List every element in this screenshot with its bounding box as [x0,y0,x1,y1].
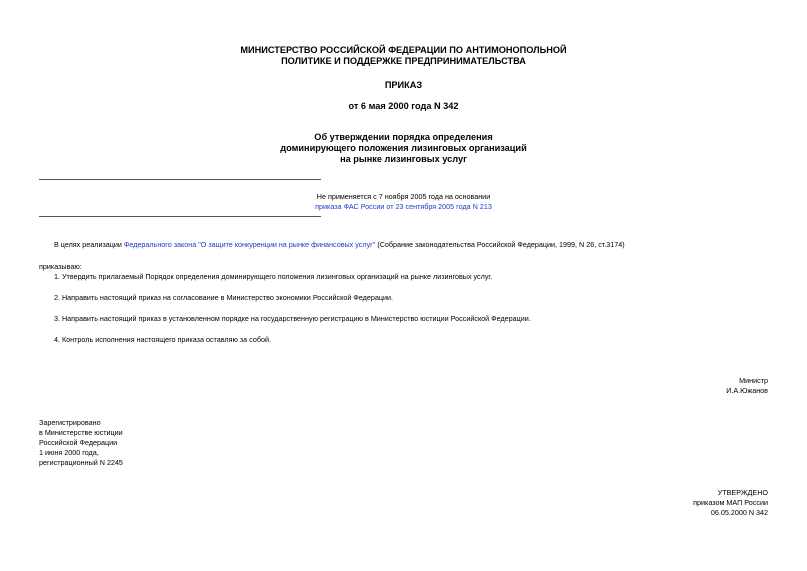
document-type: ПРИКАЗ [384,80,423,90]
document-title-line3: на рынке лизинговых услуг [340,154,467,164]
preamble: В целях реализации Федерального закона "О защите конкуренции на рынке финансовых услуг" (Собрание законодательства Российской Федерации, 1999, N 26, ст.3174) [54,240,625,249]
document-date: от 6 мая 2000 года N 342 [348,101,459,111]
registration-line3: Российской Федерации [39,438,118,447]
order-item-4: 4. Контроль исполнения настоящего приказа оставляю за собой. [54,335,271,344]
approved-line2: приказом МАП России [693,498,768,507]
registration-line1: Зарегистрировано [39,418,101,427]
status-note-bottom-rule [39,216,321,217]
registration-line5: регистрационный N 2245 [39,458,123,467]
signature-position: Министр [739,376,768,385]
approved-line3: 06.05.2000 N 342 [710,508,768,517]
competition-law-link[interactable]: Федерального закона "О защите конкуренции на рынке финансовых услуг" [123,240,376,249]
approved-line1: УТВЕРЖДЕНО [717,488,768,497]
order-item-2: 2. Направить настоящий приказ на согласование в Министерство экономики Российской Федерации. [54,293,393,302]
order-item-1: 1. Утвердить прилагаемый Порядок определения доминирующего положения лизинговых организаций на рынке лизинговых услуг. [54,272,493,281]
status-note-top-rule [39,179,321,180]
ministry-name-line2: ПОЛИТИКЕ И ПОДДЕРЖКЕ ПРЕДПРИНИМАТЕЛЬСТВА [281,56,526,66]
status-note-link-row [0,202,807,211]
ministry-name-line1: МИНИСТЕРСТВО РОССИЙСКОЙ ФЕДЕРАЦИИ ПО АНТИМОНОПОЛЬНОЙ [240,45,567,55]
order-item-3: 3. Направить настоящий приказ в установленном порядке на государственную регистрацию в Министерство юстиции Российской Федерации. [54,314,531,323]
orders-label: приказываю: [39,262,82,271]
document-title-line1: Об утверждении порядка определения [314,132,493,142]
registration-line4: 1 июня 2000 года, [39,448,99,457]
status-note-text: Не применяется с 7 ноября 2005 года на основании [316,192,491,201]
repeal-order-link[interactable]: приказа ФАС России от 23 сентября 2005 года N 213 [315,202,492,211]
signature-name: И.А.Южанов [726,386,768,395]
registration-line2: в Министерстве юстиции [39,428,123,437]
document-title-line2: доминирующего положения лизинговых организаций [280,143,527,153]
